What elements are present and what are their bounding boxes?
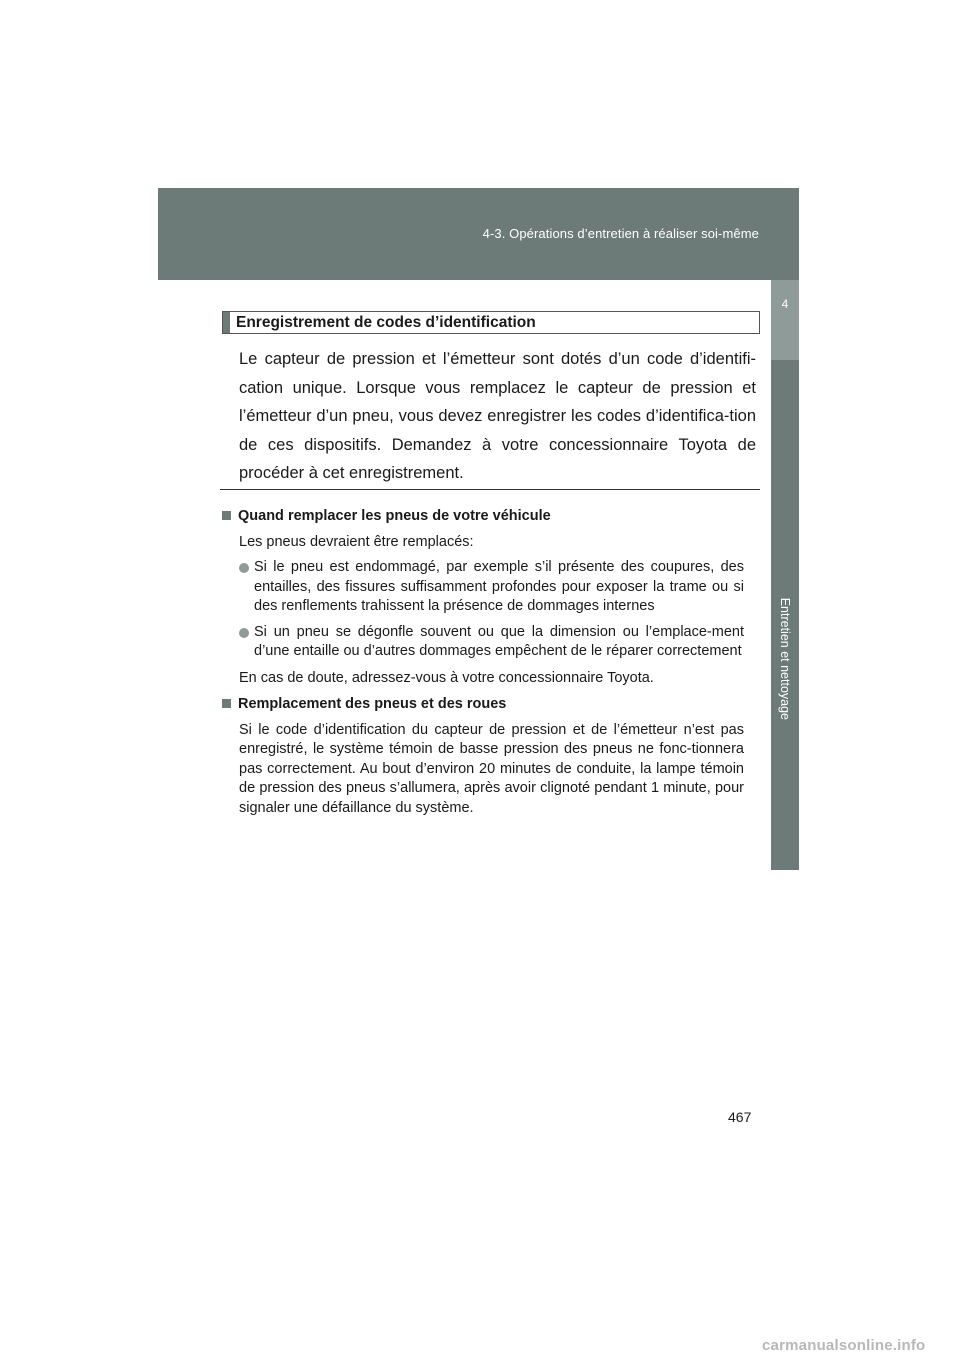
info-box-header [222, 311, 760, 334]
header-band [158, 188, 799, 280]
chapter-tab [771, 280, 799, 870]
list-item-text: Si le pneu est endommagé, par exemple s’il présente des coupures, des entailles, des fissures suffisamment profondes pour exposer la trame ou si des renflements trahissent la présence de dommages internes [254, 559, 744, 614]
info-box-accent-bar [223, 312, 230, 333]
list-item-text: Si un pneu se dégonfle souvent ou que la dimension ou l’emplace-ment d’une entaille ou d’autres dommages empêchent de le réparer correctement [254, 623, 744, 659]
note-closing: En cas de doute, adressez-vous à votre concessionnaire Toyota. [239, 669, 654, 686]
circle-bullet-icon [239, 563, 249, 573]
list-item [222, 558, 744, 617]
note-body: Si le code d’identification du capteur de pression et de l’émetteur n’est pas enregistré, le système témoin de basse pression des pneus ne fonc-tionnera pas correctement. Au bout d’environ 20 minutes de conduite, la lampe témoin de pression des pneus s’allumera, après avoir clignoté pendant 1 minute, pour signaler une défaillance du système. [239, 721, 744, 816]
watermark: carmanualsonline.info [762, 1337, 926, 1354]
section-title: 4-3. Opérations d’entretien à réaliser soi-même [482, 226, 759, 241]
info-box-title: Enregistrement de codes d’identification [236, 314, 536, 331]
chapter-label: Entretien et nettoyage [778, 597, 792, 720]
circle-bullet-icon [239, 628, 249, 638]
note-heading-replacement [222, 695, 744, 715]
notes-section [222, 507, 744, 818]
section-divider [220, 489, 760, 490]
square-bullet-icon [222, 699, 231, 708]
note-heading-replace-when [222, 507, 744, 527]
chapter-number: 4 [771, 280, 799, 360]
page-number: 467 [728, 1109, 752, 1125]
note-intro: Les pneus devraient être remplacés: [239, 533, 474, 550]
info-box-body: Le capteur de pression et l’émetteur sont dotés d’un code d’identifi-cation unique. Lorsque vous remplacez le capteur de pression et l’émetteur d’un pneu, vous devez enregistrer les codes d’identifica-tion de ces dispositifs. Demandez à votre concessionnaire Toyota de procéder à cet enregistrement. [239, 350, 756, 482]
list-item [222, 623, 744, 662]
note-heading-text: Quand remplacer les pneus de votre véhicule [238, 508, 551, 524]
square-bullet-icon [222, 511, 231, 520]
note-heading-text: Remplacement des pneus et des roues [238, 696, 507, 712]
